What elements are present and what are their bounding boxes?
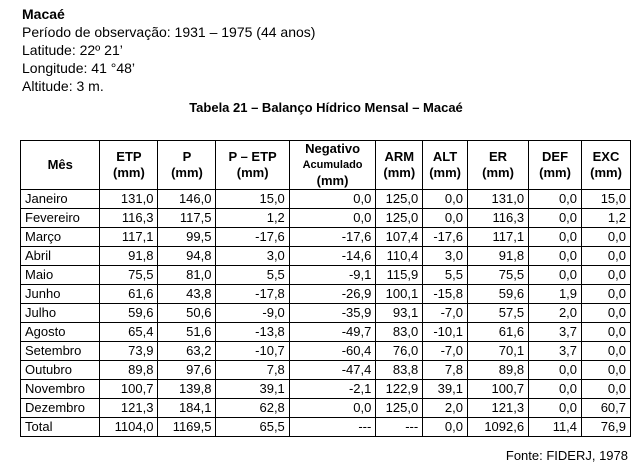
value-cell: 3,0 [216,247,289,266]
column-header [467,141,528,190]
value-cell: 0,0 [582,228,631,247]
altitude: Altitude: 3 m. [22,78,104,94]
value-cell: 60,7 [582,399,631,418]
value-cell: 100,7 [100,380,158,399]
value-cell: --- [289,418,376,437]
value-cell: 39,1 [423,380,468,399]
value-cell: 117,1 [100,228,158,247]
station-name: Macaé [22,6,65,22]
value-cell: 83,0 [376,323,423,342]
value-cell: 3,7 [529,323,582,342]
table-row [21,380,631,399]
value-cell: 57,5 [467,304,528,323]
value-cell: 39,1 [216,380,289,399]
value-cell: 61,6 [467,323,528,342]
value-cell: 0,0 [529,247,582,266]
month-cell: Abril [21,247,100,266]
value-cell: 7,8 [423,361,468,380]
value-cell: 1,2 [216,209,289,228]
column-header [423,141,468,190]
value-cell: 0,0 [529,228,582,247]
table-row [21,209,631,228]
column-header-line2: (mm) [482,165,514,180]
value-cell: 110,4 [376,247,423,266]
column-header-line2: (mm) [429,165,461,180]
value-cell: 89,8 [467,361,528,380]
value-cell: 0,0 [582,247,631,266]
table-row [21,342,631,361]
station-info [22,5,315,95]
value-cell: 51,6 [158,323,216,342]
column-header-line2: (mm) [113,165,145,180]
value-cell: -10,1 [423,323,468,342]
value-cell: 1169,5 [158,418,216,437]
column-header-line1: P [182,149,192,164]
value-cell: 115,9 [376,266,423,285]
column-header [376,141,423,190]
column-header-line1: EXC [592,149,620,164]
value-cell: 63,2 [158,342,216,361]
value-cell: 0,0 [582,342,631,361]
value-cell: 1104,0 [100,418,158,437]
value-cell: 99,5 [158,228,216,247]
value-cell: 184,1 [158,399,216,418]
value-cell: -13,8 [216,323,289,342]
value-cell: 122,9 [376,380,423,399]
value-cell: 0,0 [423,418,468,437]
value-cell: 61,6 [100,285,158,304]
value-cell: 3,7 [529,342,582,361]
value-cell: 131,0 [467,190,528,209]
value-cell: 93,1 [376,304,423,323]
value-cell: 0,0 [529,190,582,209]
month-cell: Outubro [21,361,100,380]
value-cell: 75,5 [100,266,158,285]
column-header [529,141,582,190]
value-cell: 81,0 [158,266,216,285]
value-cell: 89,8 [100,361,158,380]
value-cell: 125,0 [376,399,423,418]
source-note: Fonte: FIDERJ, 1978 [505,448,628,463]
table-row [21,361,631,380]
value-cell: -2,1 [289,380,376,399]
value-cell: 0,0 [529,209,582,228]
value-cell: 1,2 [582,209,631,228]
table-row [21,418,631,437]
value-cell: 70,1 [467,342,528,361]
value-cell: 0,0 [423,209,468,228]
value-cell: 62,8 [216,399,289,418]
value-cell: -35,9 [289,304,376,323]
column-header-line2: (mm) [171,165,203,180]
value-cell: 73,9 [100,342,158,361]
longitude: Longitude: 41 °48’ [22,60,136,76]
month-cell: Setembro [21,342,100,361]
column-header-line1: ALT [432,149,458,164]
value-cell: -9,1 [289,266,376,285]
value-cell: 116,3 [467,209,528,228]
header-row [21,141,631,190]
observation-period: Período de observação: 1931 – 1975 (44 anos) [22,24,316,40]
value-cell: 1092,6 [467,418,528,437]
value-cell: 7,8 [216,361,289,380]
value-cell: 75,5 [467,266,528,285]
value-cell: 0,0 [529,380,582,399]
value-cell: 116,3 [100,209,158,228]
value-cell: -49,7 [289,323,376,342]
value-cell: 0,0 [582,304,631,323]
table-row [21,228,631,247]
value-cell: --- [376,418,423,437]
table-body [21,190,631,437]
value-cell: 139,8 [158,380,216,399]
value-cell: 0,0 [582,361,631,380]
value-cell: 0,0 [423,190,468,209]
column-header-line2: (mm) [236,165,269,180]
value-cell: 5,5 [216,266,289,285]
column-header-line1: ER [489,149,508,164]
value-cell: 125,0 [376,209,423,228]
value-cell: 5,5 [423,266,468,285]
value-cell: 0,0 [529,361,582,380]
column-header-line1: DEF [542,149,569,164]
table-row [21,247,631,266]
value-cell: -60,4 [289,342,376,361]
value-cell: 0,0 [582,266,631,285]
value-cell: 2,0 [529,304,582,323]
table-row [21,266,631,285]
value-cell: 3,0 [423,247,468,266]
value-cell: 125,0 [376,190,423,209]
month-cell: Agosto [21,323,100,342]
month-cell: Junho [21,285,100,304]
value-cell: 107,4 [376,228,423,247]
column-header-line1: ETP [116,149,142,164]
value-cell: -17,6 [289,228,376,247]
value-cell: 59,6 [467,285,528,304]
value-cell: 2,0 [423,399,468,418]
value-cell: -15,8 [423,285,468,304]
table-row [21,285,631,304]
value-cell: 50,6 [158,304,216,323]
value-cell: 97,6 [158,361,216,380]
value-cell: 65,5 [216,418,289,437]
column-header [582,141,631,190]
month-cell: Novembro [21,380,100,399]
column-header-line1: ARM [384,149,415,164]
value-cell: 100,7 [467,380,528,399]
value-cell: 11,4 [529,418,582,437]
value-cell: 100,1 [376,285,423,304]
column-header-line2: (mm) [383,165,416,180]
value-cell: -17,6 [423,228,468,247]
value-cell: 0,0 [582,323,631,342]
column-header [158,141,216,190]
value-cell: 146,0 [158,190,216,209]
latitude: Latitude: 22º 21’ [22,42,123,58]
value-cell: 91,8 [467,247,528,266]
value-cell: -9,0 [216,304,289,323]
value-cell: 15,0 [582,190,631,209]
column-header-line3: (mm) [316,173,349,188]
table-caption: Tabela 21 – Balanço Hídrico Mensal – Macaé [189,100,463,115]
value-cell: 131,0 [100,190,158,209]
column-header-line1: Negativo [305,141,361,156]
value-cell: 43,8 [158,285,216,304]
value-cell: -7,0 [423,304,468,323]
value-cell: 0,0 [529,266,582,285]
value-cell: -17,8 [216,285,289,304]
month-cell: Fevereiro [21,209,100,228]
value-cell: -26,9 [289,285,376,304]
table-row [21,190,631,209]
value-cell: 94,8 [158,247,216,266]
month-cell: Julho [21,304,100,323]
column-header [216,141,289,190]
value-cell: 76,0 [376,342,423,361]
value-cell: 1,9 [529,285,582,304]
month-cell: Maio [21,266,100,285]
value-cell: -47,4 [289,361,376,380]
value-cell: 76,9 [582,418,631,437]
column-header-line1: P – ETP [228,149,277,164]
month-cell: Dezembro [21,399,100,418]
value-cell: 0,0 [529,399,582,418]
value-cell: 0,0 [289,209,376,228]
value-cell: 0,0 [289,399,376,418]
column-header-line2: (mm) [539,165,571,180]
value-cell: -7,0 [423,342,468,361]
value-cell: 15,0 [216,190,289,209]
value-cell: -14,6 [289,247,376,266]
value-cell: 0,0 [582,380,631,399]
column-header-line2: (mm) [590,165,622,180]
table-row [21,304,631,323]
table-row [21,323,631,342]
value-cell: 117,5 [158,209,216,228]
table-row [21,399,631,418]
column-header [100,141,158,190]
column-header [21,141,100,190]
column-header [289,141,376,190]
column-header-line1: Mês [47,157,73,172]
month-cell: Total [21,418,100,437]
value-cell: 121,3 [100,399,158,418]
value-cell: 59,6 [100,304,158,323]
value-cell: 121,3 [467,399,528,418]
value-cell: -10,7 [216,342,289,361]
value-cell: 0,0 [582,285,631,304]
value-cell: 117,1 [467,228,528,247]
value-cell: -17,6 [216,228,289,247]
value-cell: 91,8 [100,247,158,266]
month-cell: Janeiro [21,190,100,209]
column-header-line2: Acumulado [302,159,363,171]
value-cell: 65,4 [100,323,158,342]
month-cell: Março [21,228,100,247]
value-cell: 0,0 [289,190,376,209]
water-balance-table [20,140,631,437]
value-cell: 83,8 [376,361,423,380]
